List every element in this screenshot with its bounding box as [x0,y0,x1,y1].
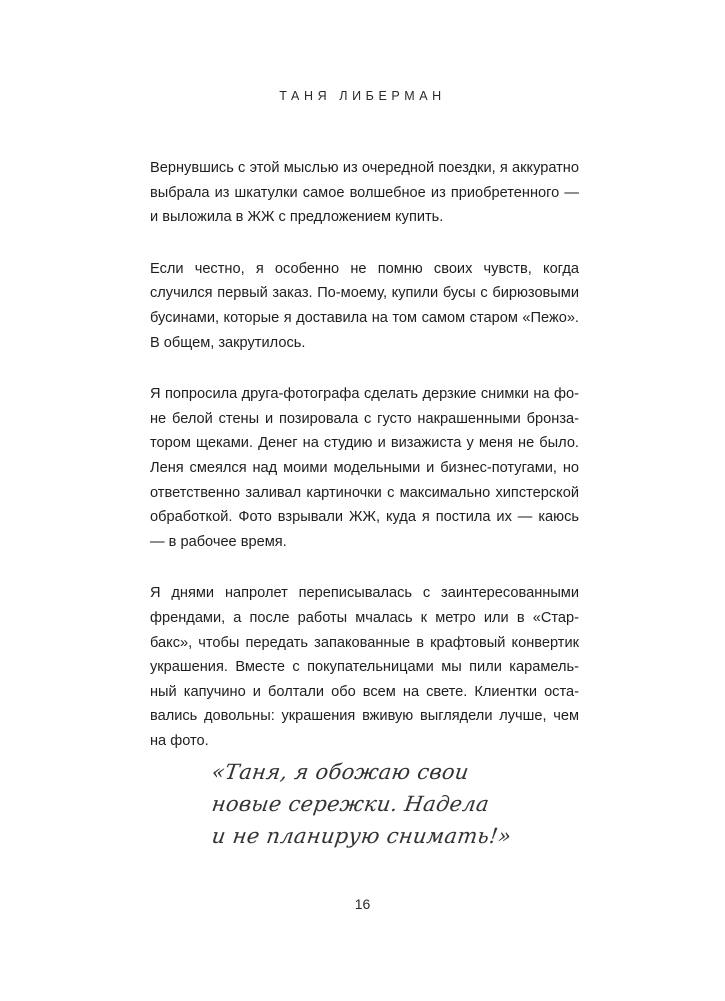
quote-line-1: «Таня, я обожаю свои [210,760,471,784]
quote-line-2: новые сережки. Надела [210,792,491,816]
paragraph-2: Если честно, я особенно не помню своих чувств, когда случился первый заказ. По-моему, купили бусы с бирюзовыми бусинами, которые я доставила на том самом старом «Пежо». В общем, закрутилось. [150,260,579,351]
page-number: 16 [354,896,371,912]
paragraph-1: Вернувшись с этой мыслью из очередной поездки, я аккуратно выбрала из шкатулки самое волшебное из приобретенного — и выложила в ЖЖ с предложением купить. [150,160,579,226]
body-text [150,156,579,780]
quote-line-3: и не планирую снимать!» [210,824,513,848]
paragraph-3: Я попросила друга-фотографа сделать дерзкие снимки на фоне белой стены и позировала с густо накрашенными бронзатором щеками. Денег на студию и визажиста у меня не было. Леня смеялся над моими модельными и бизнес-потугами, но ответственно заливал картиночки с максимально хипстерской обработкой. Фото взрывали ЖЖ, куда я постила их — каюсь — в рабочее время. [150,386,579,550]
handwritten-quote [212,756,532,852]
paragraph-4: Я днями напролет переписывалась с заинтересованными френдами, а после работы мчалась к метро или в «Старбакс», чтобы передать запакованные в крафтовый конвертик украшения. Вместе с покупательницами мы пили карамельный капучино и болтали обо всем на свете. Клиентки оставались довольны: украшения вживую выглядели лучше, чем на фото. [150,585,579,749]
running-header: ТАНЯ ЛИБЕРМАН [279,89,446,103]
